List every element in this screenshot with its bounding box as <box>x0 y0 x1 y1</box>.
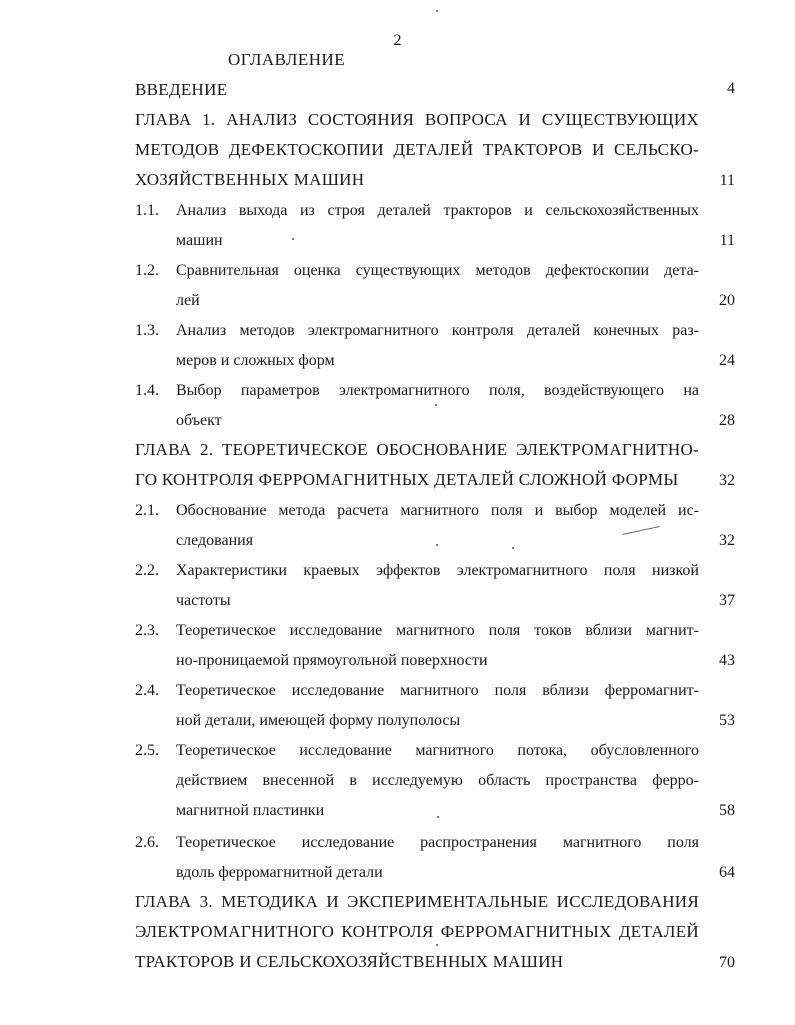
toc-entry-page: 28 <box>719 412 735 429</box>
toc-section-line: Теоретическое исследование распространения магнитного поля <box>176 834 699 851</box>
toc-chapter-line: ГЛАВА 3. МЕТОДИКА И ЭКСПЕРИМЕНТАЛЬНЫЕ ИССЛЕДОВАНИЯ <box>135 892 699 911</box>
toc-section-number: 2.6. <box>135 834 159 851</box>
toc-section-line: объект <box>176 412 222 429</box>
page-number: 2 <box>393 32 402 49</box>
toc-section-line: Теоретическое исследование магнитного потока, обусловленного <box>176 742 699 759</box>
toc-section-line: следования <box>176 532 254 549</box>
toc-chapter-line: ГО КОНТРОЛЯ ФЕРРОМАГНИТНЫХ ДЕТАЛЕЙ СЛОЖНОЙ ФОРМЫ <box>135 470 679 489</box>
toc-entry-page: 11 <box>719 232 735 249</box>
toc-entry-page: 70 <box>719 954 735 971</box>
toc-section-line: Анализ методов электромагнитного контроля деталей конечных раз- <box>176 322 699 339</box>
toc-section-line: ной детали, имеющей форму полуполосы <box>176 712 461 729</box>
toc-entry-page: 58 <box>719 802 735 819</box>
toc-entry-page: 53 <box>719 712 735 729</box>
toc-section-line: лей <box>176 292 200 309</box>
toc-section-number: 2.4. <box>135 682 159 699</box>
toc-section-number: 2.1. <box>135 502 159 519</box>
toc-section-line: вдоль ферромагнитной детали <box>176 864 383 881</box>
toc-entry-label: ВВЕДЕНИЕ <box>135 80 228 99</box>
toc-entry-page: 32 <box>719 472 735 489</box>
toc-section-line: Теоретическое исследование магнитного поля вблизи ферромагнит- <box>176 682 699 699</box>
toc-entry-page: 37 <box>719 592 735 609</box>
toc-section-line: магнитной пластинки <box>176 802 325 819</box>
toc-section-number: 1.4. <box>135 382 159 399</box>
toc-entry-page: 43 <box>719 652 735 669</box>
toc-section-number: 1.3. <box>135 322 159 339</box>
toc-chapter-line: ГЛАВА 2. ТЕОРЕТИЧЕСКОЕ ОБОСНОВАНИЕ ЭЛЕКТРОМАГНИТНО- <box>135 440 699 459</box>
toc-chapter-line: ЭЛЕКТРОМАГНИТНОГО КОНТРОЛЯ ФЕРРОМАГНИТНЫХ ДЕТАЛЕЙ <box>135 922 699 941</box>
toc-section-line: Анализ выхода из строя деталей тракторов и сельскохозяйственных <box>176 202 699 219</box>
toc-entry-page: 4 <box>727 80 735 97</box>
toc-section-line: меров и сложных форм <box>176 352 335 369</box>
toc-section-number: 2.3. <box>135 622 159 639</box>
toc-section-line: Обоснование метода расчета магнитного поля и выбор моделей ис- <box>176 502 699 519</box>
toc-title: ОГЛАВЛЕНИЕ <box>228 50 346 69</box>
toc-chapter-line: МЕТОДОВ ДЕФЕКТОСКОПИИ ДЕТАЛЕЙ ТРАКТОРОВ И СЕЛЬСКО- <box>135 140 699 159</box>
toc-section-line: Теоретическое исследование магнитного поля токов вблизи магнит- <box>176 622 699 639</box>
toc-section-number: 1.2. <box>135 262 159 279</box>
toc-section-line: Характеристики краевых эффектов электромагнитного поля низкой <box>176 562 699 579</box>
toc-section-number: 1.1. <box>135 202 159 219</box>
toc-section-line: Сравнительная оценка существующих методов дефектоскопии дета- <box>176 262 699 279</box>
scan-dash <box>622 526 659 535</box>
toc-section-number: 2.5. <box>135 742 159 759</box>
toc-section-line: машин <box>176 232 223 249</box>
toc-chapter-line: ГЛАВА 1. АНАЛИЗ СОСТОЯНИЯ ВОПРОСА И СУЩЕСТВУЮЩИХ <box>135 110 699 129</box>
toc-section-number: 2.2. <box>135 562 159 579</box>
toc-entry-page: 32 <box>719 532 735 549</box>
toc-entry-page: 20 <box>719 292 735 309</box>
toc-entry-page: 24 <box>719 352 735 369</box>
toc-section-line: Выбор параметров электромагнитного поля, воздействующего на <box>176 382 699 399</box>
toc-entry-page: 11 <box>719 172 735 189</box>
toc-entry-page: 64 <box>719 864 735 881</box>
toc-chapter-line: ХОЗЯЙСТВЕННЫХ МАШИН <box>135 170 365 189</box>
toc-section-line: частоты <box>176 592 231 609</box>
toc-chapter-line: ТРАКТОРОВ И СЕЛЬСКОХОЗЯЙСТВЕННЫХ МАШИН <box>135 952 564 971</box>
toc-section-line: но-проницаемой прямоугольной поверхности <box>176 652 488 669</box>
toc-section-line: действием внесенной в исследуемую область пространства ферро- <box>176 772 699 789</box>
